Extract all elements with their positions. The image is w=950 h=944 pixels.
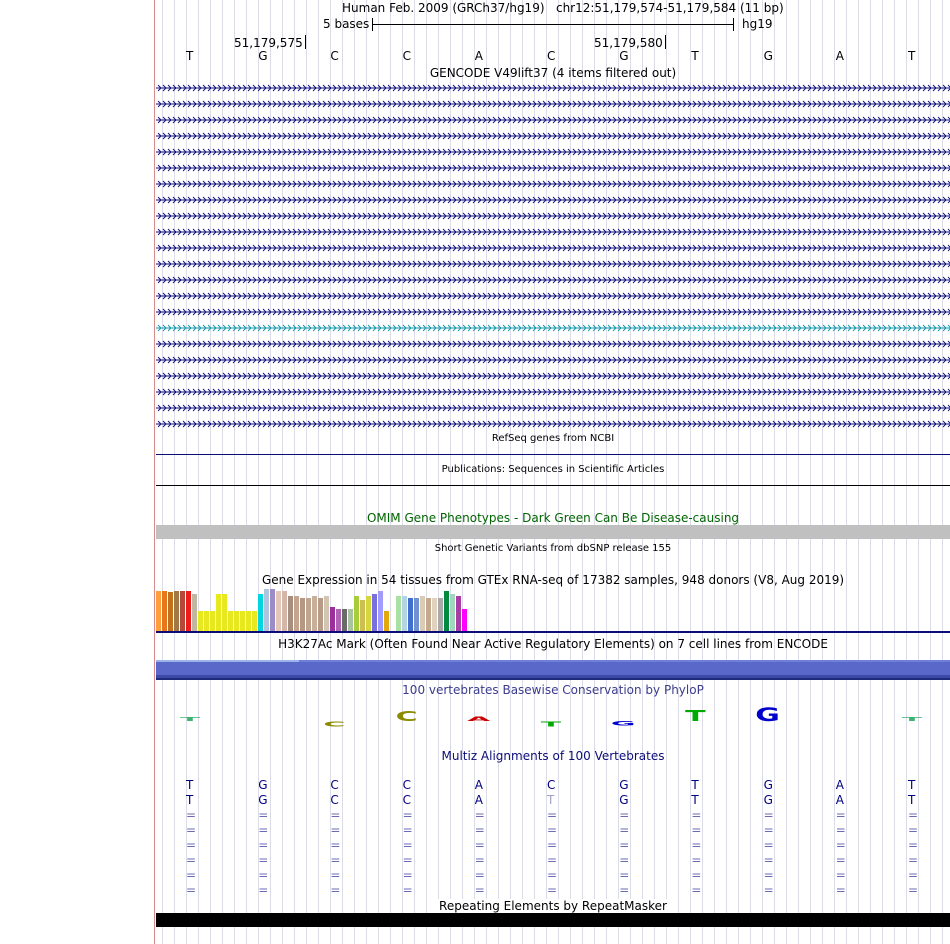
alignment-base: = bbox=[547, 838, 558, 852]
dbsnp-track-title: Short Genetic Variants from dbSNP release 155 bbox=[434, 543, 672, 554]
alignment-base: G bbox=[763, 778, 773, 792]
alignment-base: = bbox=[547, 808, 558, 822]
alignment-base: = bbox=[835, 853, 846, 867]
gtex-tissue-bar[interactable] bbox=[396, 596, 401, 631]
gtex-tissue-bar[interactable] bbox=[348, 609, 353, 631]
alignment-base: = bbox=[691, 823, 702, 837]
gtex-tissue-bar[interactable] bbox=[438, 598, 443, 631]
alignment-base: = bbox=[763, 838, 774, 852]
gtex-tissue-bar[interactable] bbox=[444, 591, 449, 631]
assembly-name: Human Feb. 2009 (GRCh37/hg19) bbox=[342, 1, 545, 15]
alignment-base: = bbox=[402, 853, 413, 867]
gtex-tissue-bar[interactable] bbox=[186, 591, 191, 631]
publications-line[interactable] bbox=[156, 485, 950, 486]
alignment-base: G bbox=[619, 793, 629, 807]
alignment-base: = bbox=[691, 853, 702, 867]
repeatmasker-track-title: Repeating Elements by RepeatMasker bbox=[156, 899, 950, 913]
gtex-tissue-bar[interactable] bbox=[366, 596, 371, 631]
base-letter: C bbox=[330, 49, 339, 63]
alignment-base: = bbox=[474, 808, 485, 822]
phylop-logo[interactable] bbox=[156, 698, 950, 744]
alignment-base: = bbox=[186, 883, 197, 897]
alignment-base: = bbox=[402, 838, 413, 852]
repeatmasker-bar[interactable] bbox=[156, 913, 950, 927]
gtex-tissue-bar[interactable] bbox=[354, 596, 359, 631]
h3k27ac-signal[interactable] bbox=[156, 660, 950, 680]
gtex-tissue-bar[interactable] bbox=[198, 611, 203, 631]
gtex-tissue-bar[interactable] bbox=[324, 596, 329, 631]
gtex-tissue-bar[interactable] bbox=[294, 596, 299, 631]
alignment-base: = bbox=[402, 883, 413, 897]
alignment-base: = bbox=[474, 823, 485, 837]
gtex-tissue-bar[interactable] bbox=[216, 594, 221, 631]
gtex-tissue-bar[interactable] bbox=[162, 591, 167, 631]
alignment-base: = bbox=[258, 808, 269, 822]
phylop-base-glyph[interactable]: C bbox=[395, 708, 418, 725]
alignment-base: C bbox=[330, 778, 339, 792]
alignment-base: = bbox=[474, 853, 485, 867]
alignment-base: T bbox=[908, 793, 916, 807]
alignment-base: = bbox=[186, 868, 197, 882]
gtex-tissue-bar[interactable] bbox=[156, 591, 161, 631]
alignment-base: = bbox=[763, 808, 774, 822]
alignment-base: = bbox=[619, 853, 630, 867]
refseq-gene-line[interactable] bbox=[156, 454, 950, 455]
base-letter: C bbox=[547, 49, 556, 63]
alignment-base: = bbox=[258, 823, 269, 837]
alignment-base: C bbox=[402, 793, 411, 807]
gtex-tissue-bar[interactable] bbox=[264, 589, 269, 631]
gtex-tissue-bar[interactable] bbox=[342, 609, 347, 631]
alignment-base: = bbox=[474, 868, 485, 882]
phylop-base-glyph[interactable]: G bbox=[755, 703, 780, 726]
alignment-base: = bbox=[547, 853, 558, 867]
base-letter: A bbox=[835, 49, 845, 63]
alignment-base: = bbox=[763, 868, 774, 882]
alignment-base: = bbox=[547, 868, 558, 882]
alignment-base: = bbox=[763, 823, 774, 837]
gtex-tissue-bar[interactable] bbox=[408, 598, 413, 631]
alignment-base: = bbox=[547, 823, 558, 837]
alignment-base: A bbox=[474, 793, 484, 807]
phylop-base-glyph[interactable]: T bbox=[685, 707, 706, 725]
gtex-tissue-bar[interactable] bbox=[270, 589, 275, 631]
alignment-base: = bbox=[619, 838, 630, 852]
alignment-base: = bbox=[258, 838, 269, 852]
alignment-base: = bbox=[835, 838, 846, 852]
gtex-tissue-bar[interactable] bbox=[222, 594, 227, 631]
gtex-tissue-bar[interactable] bbox=[414, 598, 419, 631]
gtex-tissue-bar[interactable] bbox=[234, 611, 239, 631]
label-divider bbox=[154, 0, 155, 944]
base-letter: T bbox=[186, 49, 194, 63]
alignment-base: = bbox=[186, 853, 197, 867]
alignment-base: = bbox=[691, 838, 702, 852]
base-letter: T bbox=[691, 49, 699, 63]
gtex-tissue-bar[interactable] bbox=[420, 596, 425, 631]
multiz-track-title: Multiz Alignments of 100 Vertebrates bbox=[441, 749, 665, 763]
gtex-tissue-bar[interactable] bbox=[372, 594, 377, 631]
window-position-text bbox=[342, 1, 784, 15]
alignment-base: = bbox=[330, 823, 341, 837]
gtex-tissue-bar[interactable] bbox=[252, 611, 257, 631]
gtex-tissue-bar[interactable] bbox=[192, 594, 197, 631]
base-letter: T bbox=[908, 49, 916, 63]
gtex-tissue-bar[interactable] bbox=[204, 611, 209, 631]
gtex-tissue-bar[interactable] bbox=[174, 591, 179, 631]
alignment-base: = bbox=[547, 883, 558, 897]
alignment-base: = bbox=[402, 808, 413, 822]
phylop-base-glyph[interactable]: T bbox=[179, 716, 201, 723]
alignment-base: C bbox=[330, 793, 339, 807]
gtex-tissue-bar[interactable] bbox=[240, 611, 245, 631]
gtex-tissue-bar[interactable] bbox=[450, 594, 455, 631]
alignment-base: A bbox=[835, 778, 845, 792]
refseq-track-title: RefSeq genes from NCBI bbox=[491, 433, 615, 444]
alignment-base: = bbox=[330, 883, 341, 897]
gtex-tissue-bar[interactable] bbox=[276, 591, 281, 631]
alignment-base: = bbox=[258, 853, 269, 867]
track-image[interactable] bbox=[156, 0, 950, 944]
scale-bases: 5 bases bbox=[323, 17, 370, 31]
alignment-base: = bbox=[908, 823, 919, 837]
gtex-tissue-bar[interactable] bbox=[330, 607, 335, 631]
alignment-base: = bbox=[908, 838, 919, 852]
phylop-base-glyph[interactable]: T bbox=[540, 719, 562, 729]
gtex-tissue-bar[interactable] bbox=[282, 591, 287, 631]
gtex-tissue-bar[interactable] bbox=[312, 596, 317, 631]
alignment-base: = bbox=[763, 853, 774, 867]
base-letter: G bbox=[258, 49, 268, 63]
gtex-expression-chart[interactable] bbox=[156, 588, 950, 634]
gtex-tissue-bar[interactable] bbox=[378, 591, 383, 631]
alignment-base: = bbox=[619, 808, 630, 822]
alignment-base: = bbox=[619, 883, 630, 897]
phylop-base-glyph[interactable]: C bbox=[323, 719, 346, 729]
alignment-base: = bbox=[330, 808, 341, 822]
alignment-base: = bbox=[908, 883, 919, 897]
alignment-base: = bbox=[835, 883, 846, 897]
alignment-base: C bbox=[547, 778, 556, 792]
alignment-base: = bbox=[691, 808, 702, 822]
alignment-base: T bbox=[691, 778, 699, 792]
gtex-tissue-bar[interactable] bbox=[456, 596, 461, 631]
alignment-base: = bbox=[330, 853, 341, 867]
alignment-base: = bbox=[330, 868, 341, 882]
phylop-track-title: 100 vertebrates Basewise Conservation by PhyloP bbox=[402, 683, 704, 697]
gtex-tissue-bar[interactable] bbox=[210, 611, 215, 631]
gencode-track[interactable] bbox=[156, 80, 950, 432]
h3k27ac-track-title: H3K27Ac Mark (Often Found Near Active Regulatory Elements) on 7 cell lines from ENCODE bbox=[278, 637, 828, 651]
alignment-base: = bbox=[186, 823, 197, 837]
alignment-base: T bbox=[186, 778, 194, 792]
gtex-tissue-bar[interactable] bbox=[360, 600, 365, 631]
alignment-base: = bbox=[186, 808, 197, 822]
alignment-base: = bbox=[691, 868, 702, 882]
alignment-base: G bbox=[619, 778, 629, 792]
alignment-base: = bbox=[186, 838, 197, 852]
phylop-base-glyph[interactable]: G bbox=[610, 720, 636, 728]
alignment-base: = bbox=[474, 838, 485, 852]
omim-gene-bar[interactable] bbox=[156, 525, 950, 539]
publications-track-title: Publications: Sequences in Scientific Articles bbox=[441, 464, 665, 475]
ruler-position-2: 51,179,580 bbox=[594, 35, 666, 50]
alignment-base: = bbox=[835, 868, 846, 882]
scale-bar bbox=[372, 18, 734, 31]
base-letter: A bbox=[474, 49, 484, 63]
track-label-column bbox=[0, 0, 154, 944]
alignment-base: = bbox=[908, 808, 919, 822]
omim-track-title: OMIM Gene Phenotypes - Dark Green Can Be Disease-causing bbox=[366, 511, 740, 525]
gtex-tissue-bar[interactable] bbox=[246, 611, 251, 631]
position-readout: chr12:51,179,574-51,179,584 (11 bp) bbox=[555, 1, 784, 15]
alignment-base: G bbox=[763, 793, 773, 807]
alignment-base: T bbox=[547, 793, 555, 807]
alignment-base: A bbox=[474, 778, 484, 792]
alignment-base: = bbox=[908, 853, 919, 867]
alignment-base: = bbox=[258, 883, 269, 897]
alignment-base: = bbox=[619, 823, 630, 837]
gtex-tissue-bar[interactable] bbox=[258, 594, 263, 631]
alignment-base: G bbox=[258, 778, 268, 792]
alignment-base: T bbox=[186, 793, 194, 807]
alignment-base: = bbox=[402, 868, 413, 882]
alignment-base: = bbox=[835, 808, 846, 822]
alignment-base: T bbox=[908, 778, 916, 792]
gtex-tissue-bar[interactable] bbox=[336, 609, 341, 631]
alignment-base: T bbox=[691, 793, 699, 807]
gtex-tissue-bar[interactable] bbox=[384, 611, 389, 631]
alignment-base: = bbox=[763, 883, 774, 897]
gtex-tissue-bar[interactable] bbox=[180, 591, 185, 631]
gtex-tissue-bar[interactable] bbox=[432, 598, 437, 631]
gtex-tissue-bar[interactable] bbox=[402, 596, 407, 631]
phylop-base-glyph[interactable]: T bbox=[901, 716, 923, 723]
alignment-base: C bbox=[402, 778, 411, 792]
gtex-tissue-bar[interactable] bbox=[228, 611, 233, 631]
scale-db: hg19 bbox=[742, 17, 773, 31]
gtex-tissue-bar[interactable] bbox=[462, 609, 467, 631]
alignment-base: G bbox=[258, 793, 268, 807]
alignment-base: = bbox=[330, 838, 341, 852]
alignment-base: = bbox=[691, 883, 702, 897]
gtex-tissue-bar[interactable] bbox=[168, 592, 173, 631]
alignment-base: = bbox=[835, 823, 846, 837]
ruler-position-1: 51,179,575 bbox=[234, 35, 306, 50]
phylop-base-glyph[interactable]: A bbox=[467, 715, 491, 723]
gtex-tissue-bar[interactable] bbox=[288, 596, 293, 631]
gencode-track-title: GENCODE V49lift37 (4 items filtered out) bbox=[429, 66, 677, 80]
alignment-base: = bbox=[474, 883, 485, 897]
gtex-track-title: Gene Expression in 54 tissues from GTEx RNA-seq of 17382 samples, 948 donors (V8, Aug 2019) bbox=[261, 573, 845, 587]
alignment-base: = bbox=[258, 868, 269, 882]
alignment-base: = bbox=[402, 823, 413, 837]
base-letter: G bbox=[619, 49, 629, 63]
gtex-tissue-bar[interactable] bbox=[300, 598, 305, 631]
gtex-tissue-bar[interactable] bbox=[306, 598, 311, 631]
alignment-base: A bbox=[835, 793, 845, 807]
base-letter: G bbox=[763, 49, 773, 63]
base-letter: C bbox=[402, 49, 411, 63]
gtex-tissue-bar[interactable] bbox=[318, 598, 323, 631]
alignment-base: = bbox=[908, 868, 919, 882]
gtex-tissue-bar[interactable] bbox=[426, 598, 431, 631]
alignment-base: = bbox=[619, 868, 630, 882]
